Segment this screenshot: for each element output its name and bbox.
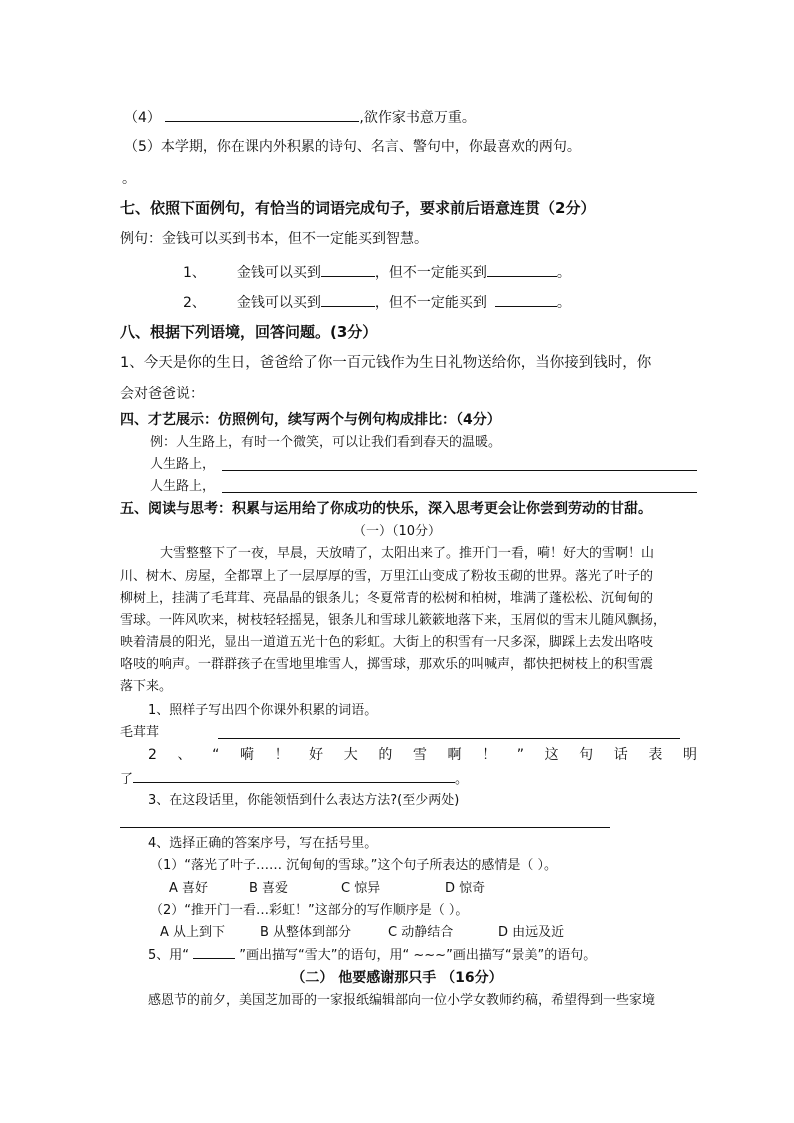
answer-line[interactable] [222,470,697,471]
item-4 [124,107,476,127]
option-a[interactable]: A 喜好 [169,881,209,896]
passage-line-7: 落下来。 [120,679,173,694]
question-4: 4、选择正确的答案序号，写在括号里。 [148,836,378,851]
part-1-title: （一）（10分） [352,524,442,539]
item-text-a: 金钱可以买到 [236,265,321,281]
part-2-first-line: 感恩节的前夕，美国芝加哥的一家报纸编辑部向一位小学女教师约稿，希望得到一些家境 [148,993,656,1008]
question-4-2-options [160,924,564,942]
answer-line[interactable] [222,492,697,493]
q2-char: 话 [613,747,628,763]
item-text-a: 金钱可以买到 [236,295,321,311]
q2-prefix: 了 [120,772,134,787]
item-number: 1、 [183,265,206,281]
item-number: 2、 [183,295,206,311]
passage-line-1: 大雪整整下了一夜，早晨，天放晴了，太阳出来了。推开门一看，嗬！好大的雪啊！山 [160,546,655,561]
q2-end: 。 [455,772,469,787]
question-1: 1、照样子写出四个你课外积累的词语。 [148,703,378,718]
answer-line[interactable] [120,827,610,828]
straight-line-sample [193,946,235,959]
answer-blank[interactable] [495,292,557,307]
answer-blank[interactable] [321,292,375,307]
period-mark: 。 [122,171,136,187]
passage-line-4: 雪球。一阵风吹来，树枝轻轻摇晃，银条儿和雪球儿簌簌地落下来，玉屑似的雪末儿随风飘扬， [120,613,667,628]
q2-char: 啊 [447,747,462,763]
q2-char: 、 [177,747,192,763]
part-2-title: （二） 他要感谢那只手 （16分） [291,970,503,986]
passage-line-3: 柳树上，挂满了毛茸茸、亮晶晶的银条儿；冬夏常青的松树和柏树，堆满了蓬松松、沉甸甸的 [120,591,654,606]
section-5-heading: 五、阅读与思考：积累与运用给了你成功的快乐，深入思考更会让你尝到劳动的甘甜。 [120,501,652,517]
q2-char: 嗬 [239,747,254,763]
answer-blank[interactable] [165,107,359,122]
section-4-line-1-prefix: 人生路上， [150,457,216,472]
answer-blank[interactable] [133,768,455,783]
q2-char: 2 [148,747,157,763]
item-text-b: ，但不一定能买到 [374,265,487,281]
item-4-prefix: （4） [124,110,161,126]
q5-text-b: ”画出描写“雪大”的语句，用“ [239,948,410,963]
passage-line-5: 映着清晨的阳光，显出一道道五光十色的彩虹。大街上的积雪有一尺多深，脚踩上去发出咯吱 [120,635,654,650]
section-4-example: 例：人生路上，有时一个微笑，可以让我们看到春天的温暖。 [150,435,502,450]
q2-char: 明 [682,747,697,763]
q2-char: 句 [579,747,594,763]
option-d[interactable]: D 由远及近 [498,925,565,940]
passage-line-6: 咯吱的响声。一群群孩子在雪地里堆雪人，掷雪球，那欢乐的叫喊声，都快把树枝上的积雪震 [120,657,654,672]
q2-char: 的 [378,747,393,763]
section-7-example: 例句：金钱可以买到书本，但不一定能买到智慧。 [120,231,428,247]
section-8-q1-line1: 1、今天是你的生日，爸爸给了你一百元钱作为生日礼物送给你，当你接到钱时，你 [120,355,652,371]
answer-blank[interactable] [321,262,375,277]
q2-char: ！ [274,747,289,763]
q2-char: 这 [544,747,559,763]
answer-line[interactable] [218,738,680,739]
q5-text-a: 5、用“ [148,948,190,963]
item-end: 。 [556,295,571,311]
option-a[interactable]: A 从上到下 [160,925,226,940]
item-4-suffix: ,欲作家书意万重。 [359,110,476,126]
option-b[interactable]: B 喜爱 [249,881,289,896]
answer-blank[interactable] [487,262,557,277]
question-3: 3、在这段话里，你能领悟到什么表达方法?(至少两处) [148,793,460,808]
question-2-line-1 [148,746,697,764]
option-b[interactable]: B 从整体到部分 [260,925,352,940]
q2-char: ” [516,747,524,763]
section-4-heading: 四、才艺展示：仿照例句，续写两个与例句构成排比：（4分） [120,412,501,428]
item-text-b: ，但不一定能买到 [374,295,487,311]
q2-char: ！ [482,747,497,763]
question-5 [148,946,596,965]
question-1-example: 毛茸茸 [120,725,160,740]
q5-text-c: ”画出描写“景美”的语句。 [446,948,597,963]
passage-line-2: 川、树木、房屋，全都罩上了一层厚厚的雪，万里江山变成了粉妆玉砌的世界。落光了叶子的 [120,569,654,584]
item-end: 。 [556,265,571,281]
q2-char: 大 [343,747,358,763]
section-7-heading: 七、依照下面例句，有恰当的词语完成句子，要求前后语意连贯（2分） [120,199,596,217]
question-2-line-2 [120,768,468,789]
section-7-item-1 [183,262,571,282]
section-8-q1-line2: 会对爸爸说： [120,386,204,402]
option-d[interactable]: D 惊奇 [445,881,486,896]
item-5: （5）本学期，你在课内外积累的诗句、名言、警句中，你最喜欢的两句。 [124,139,581,155]
q2-char: 好 [309,747,324,763]
option-c[interactable]: C 动静结合 [388,925,454,940]
section-8-heading: 八、根据下列语境，回答问题。(3分） [120,323,378,341]
wavy-line-sample: ~~~ [413,948,447,963]
q2-char: 雪 [412,747,427,763]
q2-char: “ [212,747,220,763]
option-c[interactable]: C 惊异 [341,881,381,896]
section-7-item-2 [183,292,571,312]
section-4-line-2-prefix: 人生路上， [150,479,216,494]
question-4-1-options [169,880,485,898]
question-4-2: （2）“推开门一看…彩虹！”这部分的写作顺序是（ ）。 [150,903,469,918]
q2-char: 表 [648,747,663,763]
question-4-1: （1）“落光了叶子…… 沉甸甸的雪球。”这个句子所表达的感情是（ ）。 [150,858,558,873]
